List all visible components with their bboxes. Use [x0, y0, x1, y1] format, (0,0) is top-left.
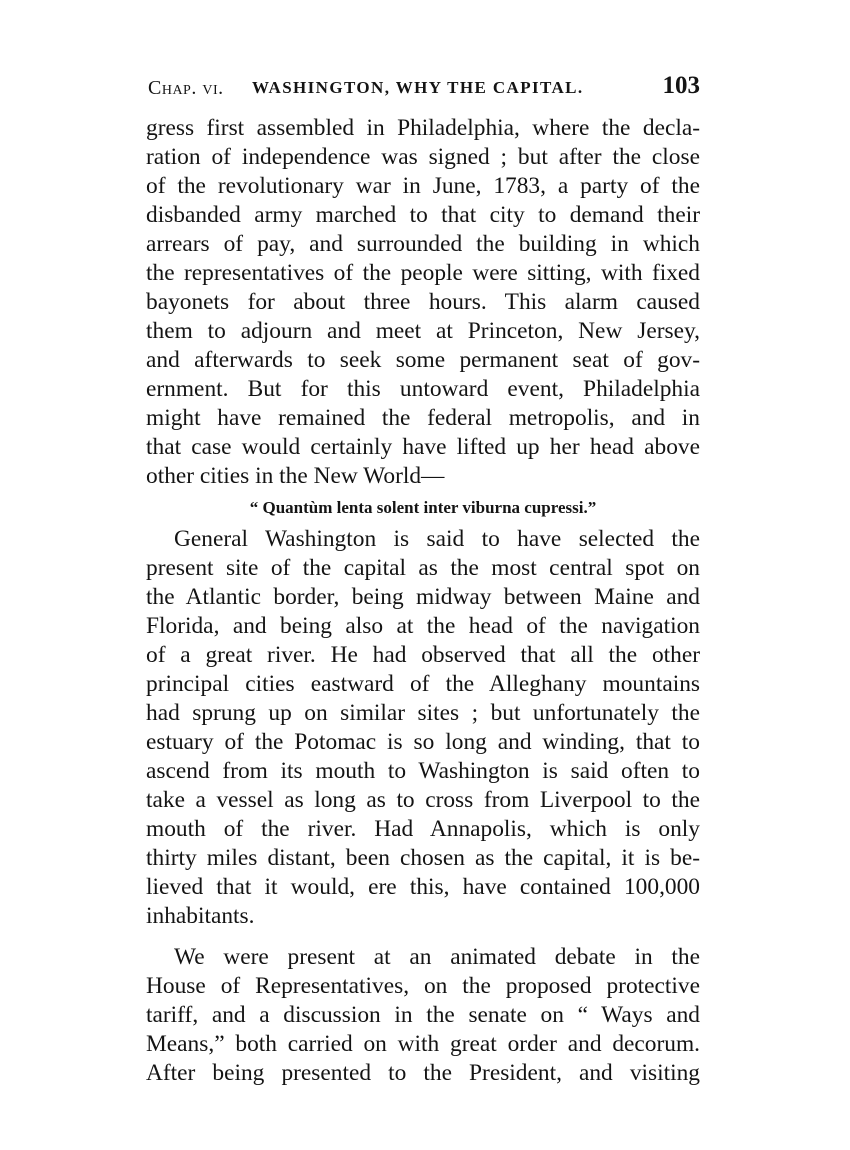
text-line: After being presented to the President, and visiting	[146, 1060, 700, 1086]
text-line: We were present at an animated debate in the	[174, 944, 700, 970]
text-line: ration of independence was signed ; but after the close	[146, 144, 700, 170]
text-line: the Atlantic border, being midway between Maine and	[146, 584, 700, 610]
running-title: WASHINGTON, WHY THE CAPITAL.	[252, 78, 584, 97]
text-line: arrears of pay, and surrounded the building in which	[146, 231, 700, 257]
text-line: ernment. But for this untoward event, Philadelphia	[146, 376, 700, 402]
text-line: estuary of the Potomac is so long and winding, that to	[146, 729, 700, 755]
text-line: might have remained the federal metropolis, and in	[146, 405, 700, 431]
text-line: mouth of the river. Had Annapolis, which is only	[146, 816, 700, 842]
page-number: 103	[662, 72, 700, 99]
text-line: of a great river. He had observed that all the other	[146, 642, 700, 668]
text-line: disbanded army marched to that city to demand their	[146, 202, 700, 228]
text-line: them to adjourn and meet at Princeton, New Jersey,	[146, 318, 700, 344]
body-text	[146, 114, 700, 1088]
text-line: gress first assembled in Philadelphia, where the decla-	[146, 115, 700, 141]
paragraph-1	[146, 114, 700, 491]
text-line: of the revolutionary war in June, 1783, a party of the	[146, 173, 700, 199]
text-line: inhabitants.	[146, 903, 255, 929]
text-line: present site of the capital as the most central spot on	[146, 555, 700, 581]
text-line: Means,” both carried on with great order and decorum.	[146, 1031, 700, 1057]
paragraph-3	[146, 943, 700, 1088]
chapter-label: Chap. vi.	[148, 77, 224, 99]
text-line: General Washington is said to have selected the	[174, 526, 700, 552]
text-line: ascend from its mouth to Washington is said often to	[146, 758, 700, 784]
text-line: had sprung up on similar sites ; but unfortunately the	[146, 700, 700, 726]
text-line: thirty miles distant, been chosen as the capital, it is be-	[146, 845, 700, 871]
text-line: principal cities eastward of the Alleghany mountains	[146, 671, 700, 697]
text-line: and afterwards to seek some permanent seat of gov-	[146, 347, 700, 373]
text-line: Florida, and being also at the head of the navigation	[146, 613, 700, 639]
paragraph-2	[146, 525, 700, 931]
text-line: House of Representatives, on the proposed protective	[146, 973, 700, 999]
text-line: other cities in the New World—	[146, 463, 445, 489]
text-line: take a vessel as long as to cross from Liverpool to the	[146, 787, 700, 813]
paragraph-spacer	[146, 931, 700, 943]
text-line: bayonets for about three hours. This alarm caused	[146, 289, 700, 315]
text-line: that case would certainly have lifted up her head above	[146, 434, 700, 460]
text-line: the representatives of the people were sitting, with fixed	[146, 260, 700, 286]
text-line: tariff, and a discussion in the senate on “ Ways and	[146, 1002, 700, 1028]
running-head	[148, 70, 700, 106]
latin-quotation: “ Quantùm lenta solent inter viburna cupressi.”	[249, 498, 597, 517]
text-line: lieved that it would, ere this, have contained 100,000	[146, 874, 700, 900]
